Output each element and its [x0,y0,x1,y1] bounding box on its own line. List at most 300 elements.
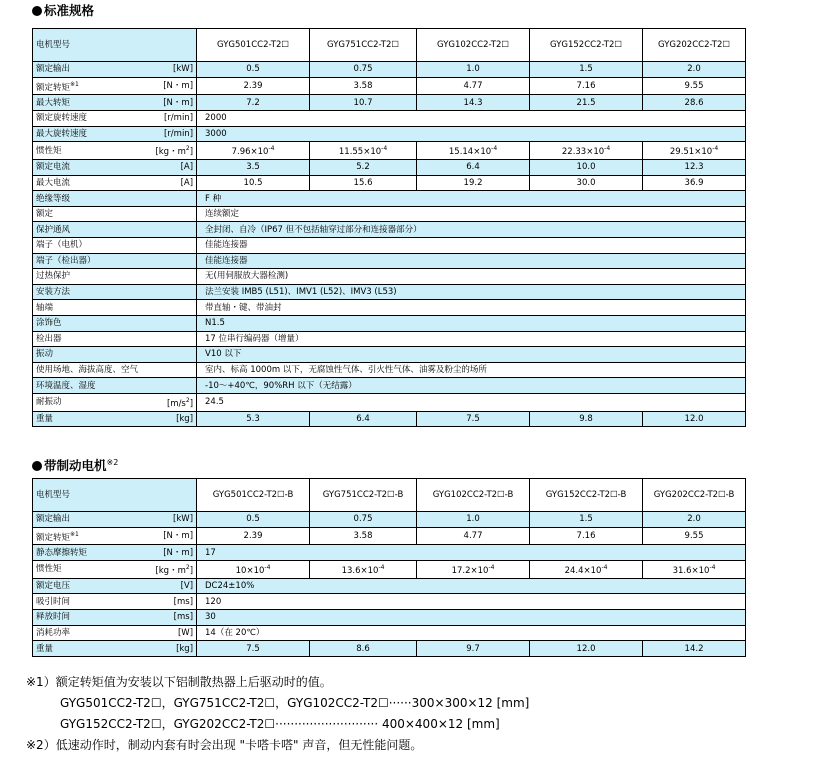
spec-value [310,561,417,579]
spec-unit [147,610,197,626]
unit-text: [V] [180,581,194,592]
spec-value [643,95,746,111]
value-text: 4.77 [463,81,483,91]
spec-label-text: 保护通风 [36,224,71,235]
model-name-cell: GYG102CC2-T2☐-B [417,479,530,512]
value-text: 17.2×10 [451,565,489,576]
spec-row [33,253,746,269]
unit-bracket: ] [189,398,194,409]
spec-unit [147,561,197,579]
value-text: 7.96×10 [231,147,269,158]
value-text: 0.5 [246,64,260,75]
spec-row [33,331,746,347]
spec-label-text: 额定电流 [36,162,71,173]
spec-row [33,610,746,626]
spec-row [33,578,746,594]
footnote-2: ※2）低速动作时，制动内套有时会出现 "卡嗒卡嗒" 声音，但无性能问题。 [26,738,423,752]
spec-label-text: 惯性矩 [36,145,62,156]
model-name-cell: GYG202CC2-T2☐ [643,29,746,62]
spec-label-text: 检出器 [36,333,62,344]
spec-row [33,206,746,222]
header-row [33,479,746,512]
spec-row [33,77,746,95]
spec-unit [147,578,197,594]
value-text: 9.55 [684,81,704,91]
spec-label [33,331,147,347]
spec-value [310,95,417,111]
spec-label [33,95,147,111]
unit-text: [m/s [166,398,186,409]
footnote-1-detail-b: GYG152CC2-T2☐，GYG202CC2-T2☐··························· 400×400×12 [mm] [60,717,500,731]
spec-unit [147,378,197,394]
spec-unit [147,527,197,545]
value-text: 2.0 [687,514,701,525]
bullet-icon [32,6,42,16]
model-name-cell: GYG202CC2-T2☐-B [643,479,746,512]
unit-text: [kW] [173,64,194,75]
spec-value [530,561,643,579]
spec-value [310,160,417,176]
spec-unit [147,625,197,641]
unit-exponent: 2 [185,396,190,404]
value-text: 10.0 [576,162,596,173]
spec-value-common: 17 [197,545,746,561]
value-text: 7.5 [246,643,260,654]
spec-unit [147,362,197,378]
spec-label [33,594,147,610]
spec-unit [147,62,197,78]
spec-value [643,512,746,528]
spec-value [197,77,310,95]
spec-value [643,175,746,191]
spec-row [33,300,746,316]
spec-label-text: 额定输出 [36,514,71,525]
spec-value-common: 2000 [197,111,746,127]
model-column-header: 电机型号 [33,29,197,62]
value-text: 8.6 [356,643,370,654]
spec-label [33,625,147,641]
value-text: 1.5 [579,64,593,75]
spec-label [33,347,147,363]
spec-value-common: 无(用伺服放大器检测) [197,269,746,285]
spec-value [417,142,530,160]
spec-label [33,222,147,238]
value-text: 30.0 [576,177,596,188]
spec-value [197,561,310,579]
spec-label-text: 端子（检出器） [36,255,96,266]
spec-label-text: 安装方法 [36,287,71,298]
spec-unit [147,347,197,363]
spec-row [33,142,746,160]
unit-bracket: ] [189,147,194,158]
value-text: 3.58 [353,81,373,91]
spec-label [33,362,147,378]
spec-value-common: 17 位串行编码器（增量） [197,331,746,347]
spec-value [417,175,530,191]
unit-text: [kW] [173,514,194,525]
spec-label-text: 最大电流 [36,177,71,188]
model-name-cell: GYG751CC2-T2☐ [310,29,417,62]
value-text: 9.55 [684,531,704,541]
spec-value [197,527,310,545]
value-text: 15.6 [353,177,373,188]
spec-value [530,77,643,95]
spec-row [33,111,746,127]
section-title-brake-motor: 带制动电机$^{※2}$ [32,456,118,474]
unit-text: [r/min] [163,128,194,139]
value-text: 13.6×10 [341,565,379,576]
spec-value [530,641,643,657]
spec-value [530,142,643,160]
spec-unit [147,545,197,561]
spec-unit [147,160,197,176]
spec-row [33,641,746,657]
spec-row [33,378,746,394]
unit-text: [A] [180,177,194,188]
value-text: 7.16 [576,531,596,541]
spec-value [643,411,746,427]
spec-label-text: 额定转矩 [36,82,71,93]
spec-value [417,512,530,528]
spec-value [310,142,417,160]
spec-label [33,393,147,411]
spec-value-common: V10 以下 [197,347,746,363]
spec-unit [147,331,197,347]
footnote-1: ※1）额定转矩值为安装以下铝制散热器上后驱动时的值。 [26,675,332,689]
spec-label-text: 惯性矩 [36,564,62,575]
spec-row [33,411,746,427]
spec-value [417,95,530,111]
value-text: 10.5 [243,177,263,188]
spec-label [33,610,147,626]
spec-label [33,62,147,78]
value-text: 9.8 [579,414,593,425]
unit-text: [N・m] [163,531,194,541]
spec-unit [147,641,197,657]
value-text: 28.6 [684,97,704,108]
spec-value [197,411,310,427]
spec-value [643,62,746,78]
model-name-cell: GYG152CC2-T2☐ [530,29,643,62]
spec-value [197,160,310,176]
spec-unit [147,77,197,95]
footnote-mark: ※1 [70,80,79,88]
spec-value [417,561,530,579]
value-exponent: -4 [601,564,608,572]
spec-unit [147,95,197,111]
spec-unit [147,126,197,142]
spec-label [33,315,147,331]
value-text: 19.2 [463,177,483,188]
value-text: 6.4 [466,162,480,173]
spec-label-text: 轴端 [36,302,54,313]
spec-unit [147,222,197,238]
brake-motor-spec-table [32,478,746,657]
unit-text: [W] [177,627,194,638]
spec-label-text: 最大旋转速度 [36,128,88,139]
value-text: 1.5 [579,514,593,525]
spec-value-common: -10～+40℃，90%RH 以下（无结露） [197,378,746,394]
unit-text: [A] [180,162,194,173]
spec-value [197,142,310,160]
spec-label-text: 涂饰色 [36,318,62,329]
spec-unit [147,142,197,160]
spec-value [197,641,310,657]
value-text: 7.5 [466,414,480,425]
unit-text: [kg・m [155,147,186,158]
spec-label [33,238,147,254]
spec-label-text: 静态摩擦转矩 [36,547,88,558]
spec-row [33,362,746,378]
spec-label-text: 振动 [36,349,54,360]
spec-value [310,77,417,95]
value-text: 5.2 [356,162,370,173]
spec-row [33,160,746,176]
spec-unit [147,512,197,528]
value-text: 36.9 [684,177,704,188]
spec-value-common: 室内、标高 1000m 以下，无腐蚀性气体、引火性气体、油雾及粉尘的场所 [197,362,746,378]
value-exponent: -4 [491,145,498,153]
spec-value [643,77,746,95]
spec-row [33,625,746,641]
value-text: 14.3 [463,97,483,108]
value-text: 10×10 [235,565,265,576]
spec-value [197,175,310,191]
spec-row [33,561,746,579]
unit-bracket: ] [189,565,194,576]
unit-text: [N・m] [163,81,194,91]
spec-label [33,561,147,579]
value-exponent: -4 [604,145,611,153]
spec-value [310,527,417,545]
value-text: 0.75 [353,514,373,525]
value-text: 2.39 [243,531,263,541]
spec-row [33,126,746,142]
spec-value [417,527,530,545]
spec-value [530,160,643,176]
spec-unit [147,111,197,127]
value-text: 21.5 [576,97,596,108]
model-name-cell: GYG501CC2-T2☐ [197,29,310,62]
value-text: 3.58 [353,531,373,541]
spec-row [33,315,746,331]
spec-value-common: 120 [197,594,746,610]
unit-text: [r/min] [163,113,194,124]
spec-label [33,253,147,269]
spec-label-text: 环境温度、湿度 [36,380,96,391]
spec-label [33,111,147,127]
spec-value [530,175,643,191]
footnote-1-detail-a: GYG501CC2-T2☐，GYG751CC2-T2☐，GYG102CC2-T2☐······300×300×12 [mm] [60,696,530,710]
spec-label-text: 绝缘等级 [36,193,71,204]
value-text: 15.14×10 [448,147,492,158]
value-exponent: -4 [264,564,271,572]
spec-unit [147,238,197,254]
value-text: 29.51×10 [669,147,713,158]
value-exponent: -4 [712,145,719,153]
spec-label [33,142,147,160]
spec-value-common: 30 [197,610,746,626]
value-text: 14.2 [684,643,704,654]
spec-unit [147,411,197,427]
spec-label [33,206,147,222]
unit-text: [kg] [176,414,194,425]
spec-label-text: 重量 [36,643,54,654]
value-text: 7.2 [246,97,260,108]
spec-label-text: 重量 [36,414,54,425]
value-exponent: -4 [709,564,716,572]
unit-text: [kg] [176,643,194,654]
spec-row [33,527,746,545]
spec-label [33,175,147,191]
value-exponent: -4 [381,145,388,153]
spec-value [310,641,417,657]
value-exponent: -4 [378,564,385,572]
spec-value [417,77,530,95]
spec-label [33,77,147,95]
value-text: 10.7 [353,97,373,108]
spec-label [33,160,147,176]
spec-value [310,411,417,427]
value-text: 3.5 [246,162,260,173]
spec-value [417,160,530,176]
spec-row [33,393,746,411]
value-text: 6.4 [356,414,370,425]
spec-label-text: 额定 [36,209,54,220]
spec-unit [147,206,197,222]
unit-text: [ms] [173,612,194,623]
spec-label-text: 最大转矩 [36,97,71,108]
spec-value [197,62,310,78]
spec-value [530,411,643,427]
spec-label [33,300,147,316]
spec-unit [147,191,197,207]
value-text: 4.77 [463,531,483,541]
spec-label [33,411,147,427]
spec-row [33,512,746,528]
spec-unit [147,253,197,269]
spec-label [33,527,147,545]
unit-text: [N・m] [163,97,194,108]
spec-label-text: 过热保护 [36,271,71,282]
value-text: 22.33×10 [561,147,605,158]
spec-row [33,269,746,285]
spec-value-common: 带直轴・键、带油封 [197,300,746,316]
model-name-cell: GYG501CC2-T2☐-B [197,479,310,512]
value-text: 11.55×10 [338,147,382,158]
value-text: 2.0 [687,64,701,75]
spec-label-text: 额定转矩 [36,532,71,543]
spec-label-text: 使用场地、海拔高度、空气 [36,365,139,376]
spec-label [33,191,147,207]
spec-label [33,578,147,594]
value-text: 31.6×10 [672,565,710,576]
footnotes [26,672,529,756]
spec-row [33,284,746,300]
model-name-cell: GYG152CC2-T2☐-B [530,479,643,512]
spec-label [33,378,147,394]
unit-exponent: 2 [185,145,190,153]
value-text: 24.4×10 [564,565,602,576]
value-text: 1.0 [466,514,480,525]
spec-label-text: 耐振动 [36,397,62,408]
spec-value [197,95,310,111]
spec-row [33,347,746,363]
value-text: 0.75 [353,64,373,75]
spec-label [33,545,147,561]
spec-unit [147,175,197,191]
spec-label-text: 消耗功率 [36,627,71,638]
spec-value [310,512,417,528]
spec-row [33,191,746,207]
spec-unit [147,393,197,411]
spec-value-common: 14（在 20℃） [197,625,746,641]
model-name-cell: GYG751CC2-T2☐-B [310,479,417,512]
value-text: 2.39 [243,81,263,91]
value-text: 0.5 [246,514,260,525]
spec-label-text: 额定电压 [36,581,71,592]
spec-unit [147,315,197,331]
footnote-mark: ※1 [70,530,79,538]
spec-row [33,95,746,111]
spec-label-text: 端子（电机） [36,240,88,251]
spec-value-common: 24.5 [197,393,746,411]
model-column-header: 电机型号 [33,479,197,512]
spec-row [33,238,746,254]
spec-label-text: 额定输出 [36,64,71,75]
spec-value [417,62,530,78]
spec-row [33,222,746,238]
value-exponent: -4 [268,145,275,153]
spec-value-common: 佳能连接器 [197,253,746,269]
spec-unit [147,300,197,316]
unit-text: [N・m] [163,547,194,558]
spec-value [643,142,746,160]
value-text: 12.0 [576,643,596,654]
spec-value [643,160,746,176]
value-text: 12.0 [684,414,704,425]
header-row [33,29,746,62]
spec-label [33,641,147,657]
unit-text: [ms] [173,596,194,607]
spec-label [33,269,147,285]
spec-value [417,641,530,657]
spec-value-common: DC24±10% [197,578,746,594]
unit-exponent: 2 [185,564,190,572]
spec-value [643,527,746,545]
value-text: 7.16 [576,81,596,91]
spec-value-common: N1.5 [197,315,746,331]
value-text: 5.3 [246,414,260,425]
standard-spec-table [32,28,746,427]
spec-value [530,62,643,78]
spec-value [530,95,643,111]
section-title-standard-spec: 标准规格 [32,1,94,19]
spec-value [417,411,530,427]
spec-label-text: 释放时间 [36,612,71,623]
spec-label [33,126,147,142]
spec-value-common: 全封闭、自冷（IP67 但不包括轴穿过部分和连接器部分） [197,222,746,238]
value-text: 1.0 [466,64,480,75]
model-name-cell: GYG102CC2-T2☐ [417,29,530,62]
spec-label-text: 吸引时间 [36,596,71,607]
value-text: 9.7 [466,643,480,654]
spec-value [197,512,310,528]
spec-label-text: 额定旋转速度 [36,113,88,124]
spec-unit [147,594,197,610]
spec-value-common: 法兰安装 IMB5 (L51)、IMV1 (L52)、IMV3 (L53) [197,284,746,300]
spec-value-common: F 种 [197,191,746,207]
